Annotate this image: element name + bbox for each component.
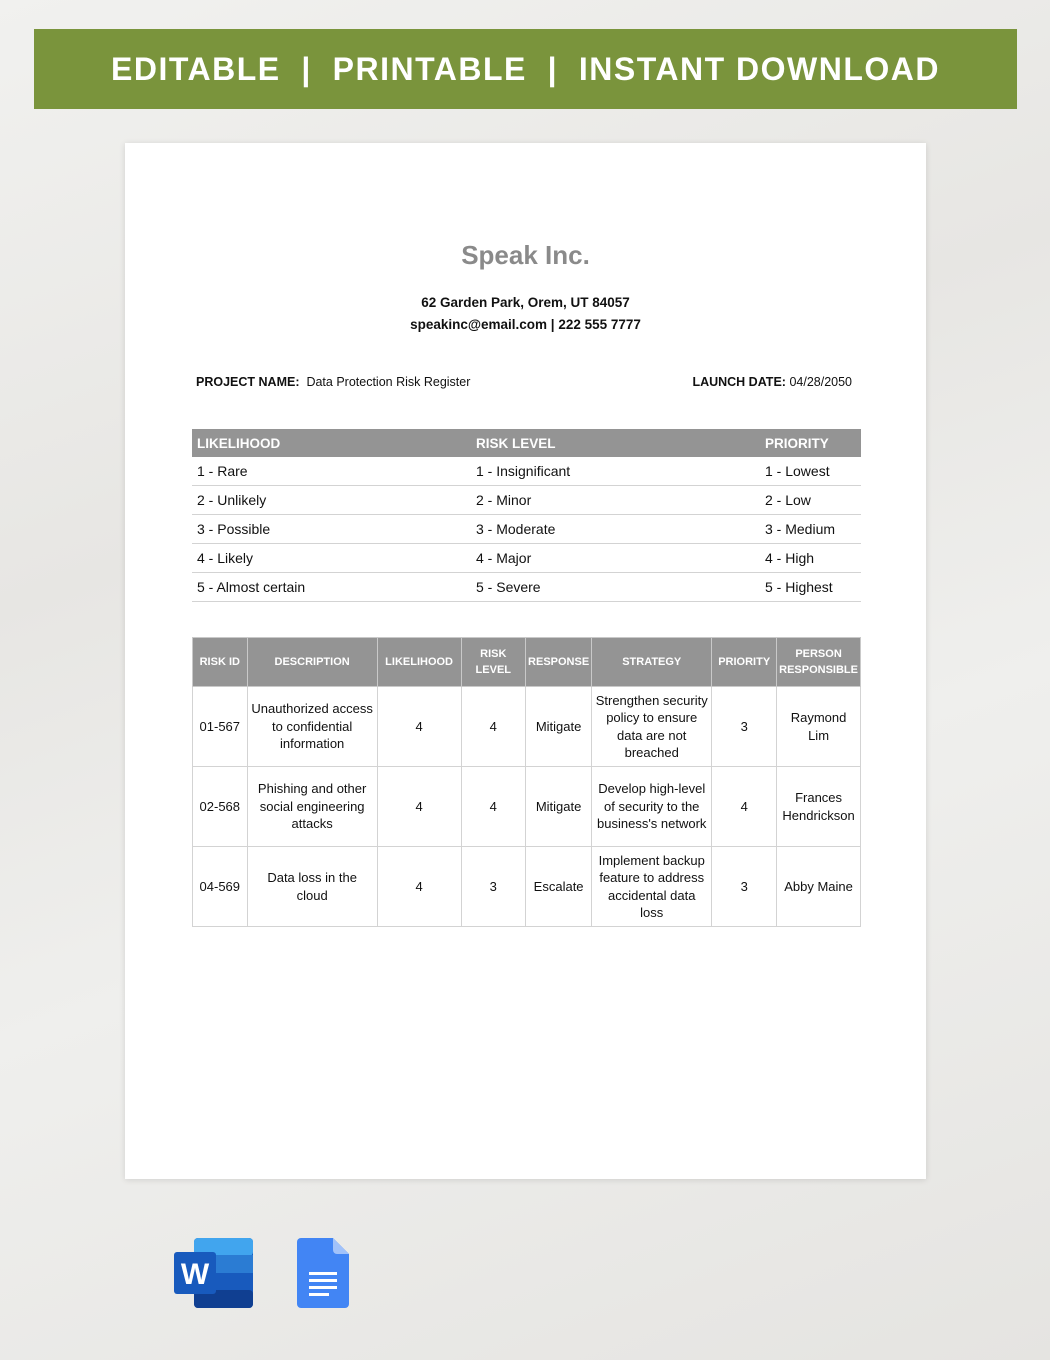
table-cell: 3 xyxy=(712,687,777,767)
table-cell: Unauthorized access to confidential information xyxy=(247,687,377,767)
table-cell: 5 - Almost certain xyxy=(192,573,471,602)
table-cell: 2 - Low xyxy=(760,486,861,515)
table-cell: 3 - Medium xyxy=(760,515,861,544)
table-cell: Mitigate xyxy=(526,687,592,767)
table-cell: 4 - High xyxy=(760,544,861,573)
table-row xyxy=(193,847,861,927)
table-cell: 3 xyxy=(712,847,777,927)
table-cell: 2 - Unlikely xyxy=(192,486,471,515)
table-row xyxy=(192,573,861,602)
column-header: LIKELIHOOD xyxy=(192,429,471,457)
table-cell: Strengthen security policy to ensure data are not breached xyxy=(592,687,712,767)
svg-text:W: W xyxy=(180,1258,210,1291)
table-cell: Mitigate xyxy=(526,767,592,847)
risk-register-table xyxy=(192,637,861,927)
table-cell: 4 xyxy=(377,767,461,847)
table-row xyxy=(192,457,861,486)
table-cell: 4 - Likely xyxy=(192,544,471,573)
table-cell: Phishing and other social engineering attacks xyxy=(247,767,377,847)
table-cell: 3 - Possible xyxy=(192,515,471,544)
column-header: RESPONSE xyxy=(526,638,592,687)
column-header: PRIORITY xyxy=(712,638,777,687)
table-cell: 01-567 xyxy=(193,687,248,767)
table-cell: 2 - Minor xyxy=(471,486,760,515)
table-cell: 4 - Major xyxy=(471,544,760,573)
table-cell: Develop high-level of security to the business's network xyxy=(592,767,712,847)
table-cell: 4 xyxy=(461,687,526,767)
address: 62 Garden Park, Orem, UT 84057 xyxy=(421,295,630,310)
column-header: PRIORITY xyxy=(760,429,861,457)
table-cell: 02-568 xyxy=(193,767,248,847)
table-cell: 5 - Highest xyxy=(760,573,861,602)
launch-date xyxy=(692,375,852,389)
table-cell: 4 xyxy=(377,847,461,927)
table-cell: 3 - Moderate xyxy=(471,515,760,544)
company-address-block xyxy=(125,292,926,336)
table-cell: 5 - Severe xyxy=(471,573,760,602)
google-docs-icon[interactable] xyxy=(297,1238,349,1308)
column-header: DESCRIPTION xyxy=(247,638,377,687)
launch-value: 04/28/2050 xyxy=(789,375,852,389)
table-cell: 1 - Lowest xyxy=(760,457,861,486)
column-header: RISK LEVEL xyxy=(461,638,526,687)
contact: speakinc@email.com | 222 555 7777 xyxy=(410,317,641,332)
column-header: PERSON RESPONSIBLE xyxy=(777,638,861,687)
column-header: LIKELIHOOD xyxy=(377,638,461,687)
table-row xyxy=(192,515,861,544)
table-cell: 4 xyxy=(377,687,461,767)
column-header: STRATEGY xyxy=(592,638,712,687)
table-cell: 04-569 xyxy=(193,847,248,927)
column-header: RISK LEVEL xyxy=(471,429,760,457)
table-cell: Data loss in the cloud xyxy=(247,847,377,927)
column-header: RISK ID xyxy=(193,638,248,687)
table-cell: 3 xyxy=(461,847,526,927)
project-value: Data Protection Risk Register xyxy=(306,375,471,389)
table-cell: Abby Maine xyxy=(777,847,861,927)
legend-table xyxy=(192,429,861,602)
table-cell: 1 - Insignificant xyxy=(471,457,760,486)
project-label: PROJECT NAME: xyxy=(196,375,300,389)
table-row xyxy=(192,486,861,515)
company-name: Speak Inc. xyxy=(461,240,590,270)
table-cell: 4 xyxy=(461,767,526,847)
document-page xyxy=(125,143,926,1179)
microsoft-word-icon[interactable] xyxy=(174,1238,254,1308)
table-row xyxy=(193,687,861,767)
table-row xyxy=(192,544,861,573)
table-cell: Raymond Lim xyxy=(777,687,861,767)
table-cell: Escalate xyxy=(526,847,592,927)
launch-label: LAUNCH DATE: xyxy=(692,375,786,389)
table-row xyxy=(193,767,861,847)
table-cell: Frances Hendrickson xyxy=(777,767,861,847)
table-cell: 4 xyxy=(712,767,777,847)
app-icons xyxy=(174,1238,349,1308)
table-cell: 1 - Rare xyxy=(192,457,471,486)
project-name xyxy=(196,375,470,389)
table-cell: Implement backup feature to address accidental data loss xyxy=(592,847,712,927)
banner: EDITABLE | PRINTABLE | INSTANT DOWNLOAD xyxy=(34,29,1017,109)
